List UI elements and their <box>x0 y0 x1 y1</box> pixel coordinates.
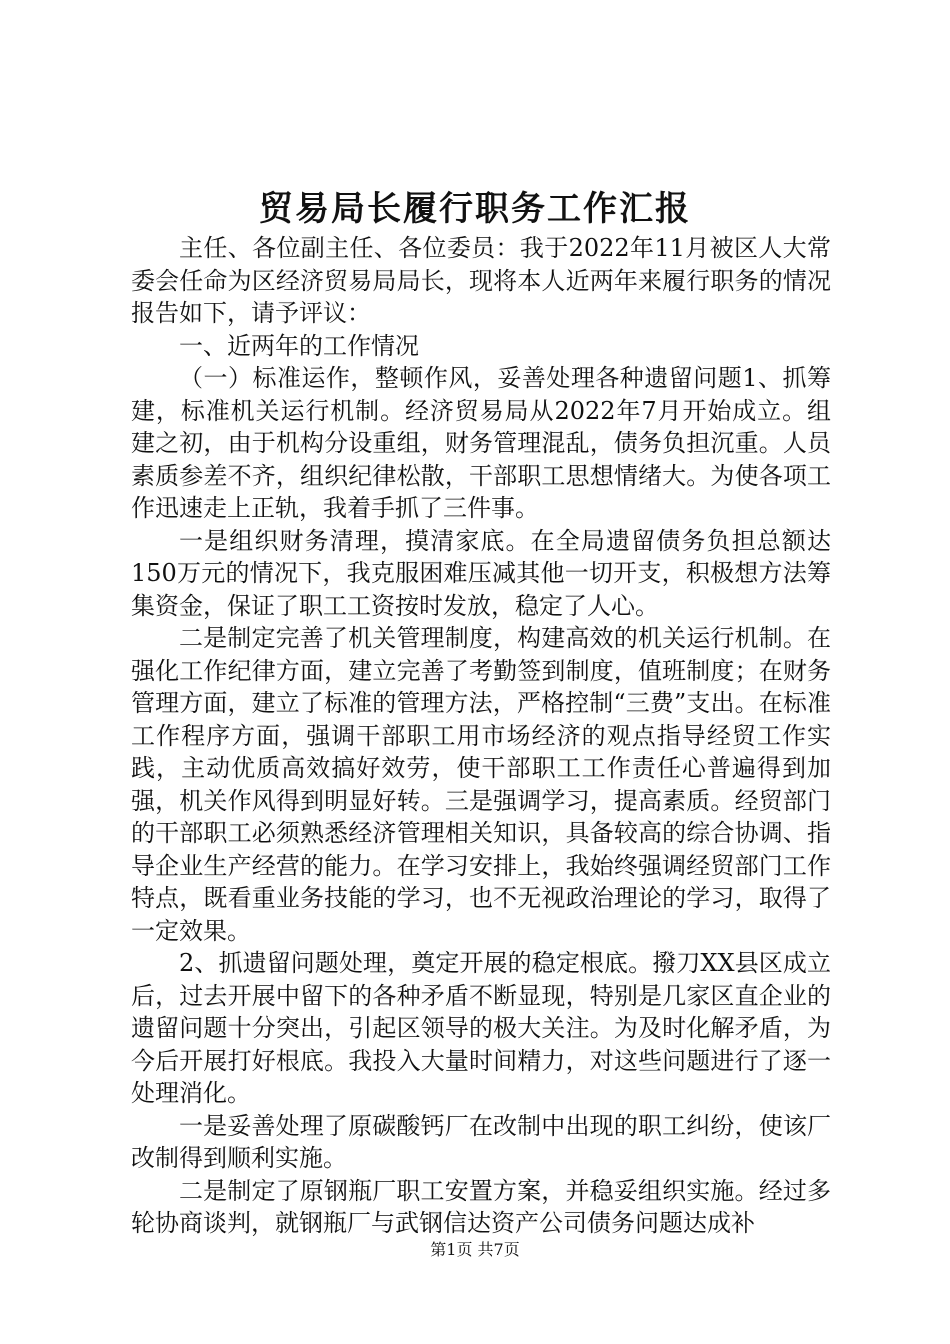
paragraph-salutation: 主任、各位副主任、各位委员：我于2022年11月被区人大常委会任命为区经济贸易局局长，现将本人近两年来履行职务的情况报告如下，请予评议： <box>131 234 831 327</box>
document-body <box>131 232 831 1240</box>
paragraph-cylinder-factory: 二是制定了原钢瓶厂职工安置方案，并稳妥组织实施。经过多轮协商谈判，就钢瓶厂与武钢信达资产公司债务问题达成补 <box>131 1176 831 1237</box>
paragraph-calcium-factory: 一是妥善处理了原碳酸钙厂在改制中出现的职工纠纷，使该厂改制得到顺利实施。 <box>131 1111 831 1172</box>
document-title: 贸易局长履行职务工作汇报 <box>259 189 691 229</box>
paragraph-finance-cleanup: 一是组织财务清理，摸清家底。在全局遗留债务负担总额达150万元的情况下，我克服困难压减其他一切开支，积极想方法筹集资金，保证了职工工资按时发放，稳定了人心。 <box>131 526 831 620</box>
paragraph-item-1: （一）标准运作，整顿作风，妥善处理各种遗留问题1、抓筹建，标准机关运行机制。经济贸易局从2022年7月开始成立。组建之初，由于机构分设重组，财务管理混乱，债务负担沉重。人员素质参差不齐，组织纪律松散，干部职工思想情绪大。为使各项工作迅速走上正轨，我着手抓了三件事。 <box>131 364 831 522</box>
paragraph-management-system: 二是制定完善了机关管理制度，构建高效的机关运行机制。在强化工作纪律方面，建立完善了考勤签到制度，值班制度；在财务管理方面，建立了标准的管理方法，严格控制“三费”支出。在标准工作程序方面，强调干部职工用市场经济的观点指导经贸工作实践，主动优质高效搞好效劳，使干部职工工作责任心普遍得到加强，机关作风得到明显好转。三是强调学习，提高素质。经贸部门的干部职工必须熟悉经济管理相关知识，具备较高的综合协调、指导企业生产经营的能力。在学习安排上，我始终强调经贸部门工作特点，既看重业务技能的学习，也不无视政治理论的学习，取得了一定效果。 <box>131 624 831 945</box>
paragraph-legacy-issues: 2、抓遗留问题处理，奠定开展的稳定根底。撥刀XX县区成立后，过去开展中留下的各种矛盾不断显现，特别是几家区直企业的遗留问题十分突出，引起区领导的极大关注。为及时化解矛盾，为今后开展打好根底。我投入大量时间精力，对这些问题进行了逐一处理消化。 <box>131 949 831 1107</box>
page-footer: 第1页 共7页 <box>430 1240 520 1259</box>
section-heading-1: 一、近两年的工作情况 <box>179 331 419 360</box>
